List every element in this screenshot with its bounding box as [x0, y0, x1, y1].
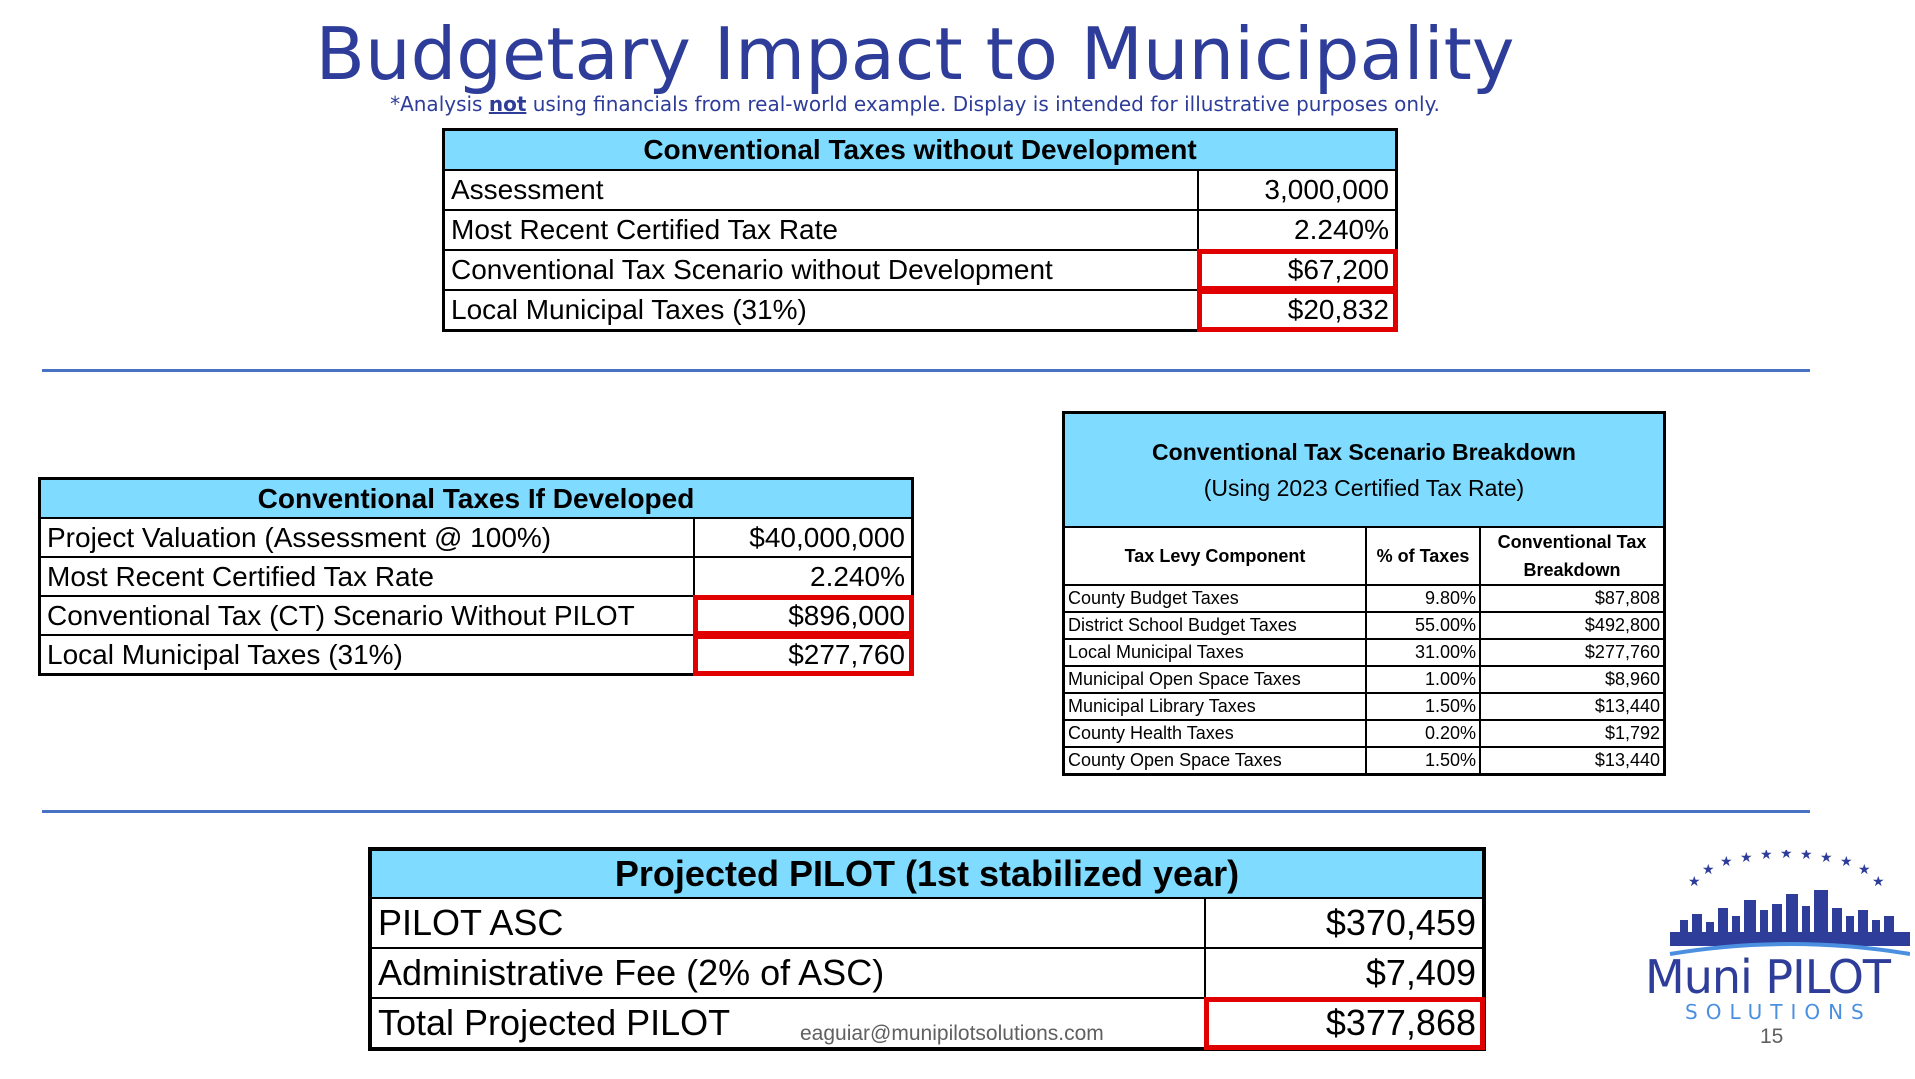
table-row: Local Municipal Taxes (31%) $20,832: [444, 290, 1397, 331]
highlighted-value: $277,760: [694, 635, 913, 675]
table-row: Total Projected PILOT $377,868: [370, 998, 1484, 1049]
table-row: County Health Taxes 0.20% $1,792: [1064, 720, 1665, 747]
tax-breakdown-table: [1062, 411, 1666, 776]
svg-text:★: ★: [1858, 861, 1871, 877]
svg-text:★: ★: [1780, 850, 1793, 861]
column-header: % of Taxes: [1366, 527, 1480, 585]
table-row: County Budget Taxes 9.80% $87,808: [1064, 585, 1665, 612]
table-row: Most Recent Certified Tax Rate 2.240%: [444, 210, 1397, 250]
page-number: 15: [1760, 1025, 1784, 1048]
table-row: Assessment 3,000,000: [444, 170, 1397, 210]
table-row: Local Municipal Taxes 31.00% $277,760: [1064, 639, 1665, 666]
svg-text:★: ★: [1820, 850, 1833, 865]
table-header: Conventional Taxes If Developed: [40, 479, 913, 519]
table-header: Conventional Taxes without Development: [444, 130, 1397, 171]
disclaimer: *Analysis not using financials from real-world example. Display is intended for illustrative purposes only.: [390, 92, 1440, 116]
svg-text:★: ★: [1872, 873, 1885, 889]
highlighted-value: $377,868: [1205, 998, 1484, 1049]
highlighted-value: $67,200: [1198, 250, 1397, 290]
table-row: Project Valuation (Assessment @ 100%) $40,000,000: [40, 518, 913, 557]
table-row: County Open Space Taxes 1.50% $13,440: [1064, 747, 1665, 775]
table-without-development: [442, 128, 1398, 332]
divider: [42, 369, 1810, 372]
table-row: District School Budget Taxes 55.00% $492,800: [1064, 612, 1665, 639]
svg-text:★: ★: [1720, 853, 1733, 869]
table-row: Conventional Tax Scenario without Development $67,200: [444, 250, 1397, 290]
table-row: Conventional Tax (CT) Scenario Without PILOT $896,000: [40, 596, 913, 635]
svg-text:★: ★: [1702, 861, 1715, 877]
logo-name: Muni PILOT: [1645, 950, 1890, 1004]
svg-text:★: ★: [1840, 853, 1853, 869]
column-header: Tax Levy Component: [1064, 527, 1367, 585]
table-header: Conventional Tax Scenario Breakdown (Using 2023 Certified Tax Rate): [1064, 413, 1665, 528]
logo-tagline: SOLUTIONS: [1685, 1000, 1872, 1024]
table-row: PILOT ASC $370,459: [370, 898, 1484, 948]
table-row: Most Recent Certified Tax Rate 2.240%: [40, 557, 913, 596]
divider: [42, 810, 1810, 813]
svg-text:★: ★: [1688, 873, 1701, 889]
highlighted-value: $896,000: [694, 596, 913, 635]
table-if-developed: [38, 477, 914, 676]
column-header: Conventional Tax Breakdown: [1480, 527, 1665, 585]
page-title: Budgetary Impact to Municipality: [315, 12, 1515, 96]
svg-text:★: ★: [1760, 850, 1773, 862]
svg-text:★: ★: [1800, 850, 1813, 862]
contact-email: eaguiar@munipilotsolutions.com: [800, 1022, 1104, 1045]
table-header: Projected PILOT (1st stabilized year): [370, 849, 1484, 898]
highlighted-value: $20,832: [1198, 290, 1397, 331]
table-row: Administrative Fee (2% of ASC) $7,409: [370, 948, 1484, 998]
projected-pilot-table: [368, 847, 1486, 1051]
table-row: Municipal Library Taxes 1.50% $13,440: [1064, 693, 1665, 720]
table-row: Municipal Open Space Taxes 1.00% $8,960: [1064, 666, 1665, 693]
table-row: Local Municipal Taxes (31%) $277,760: [40, 635, 913, 675]
svg-text:★: ★: [1740, 850, 1753, 865]
